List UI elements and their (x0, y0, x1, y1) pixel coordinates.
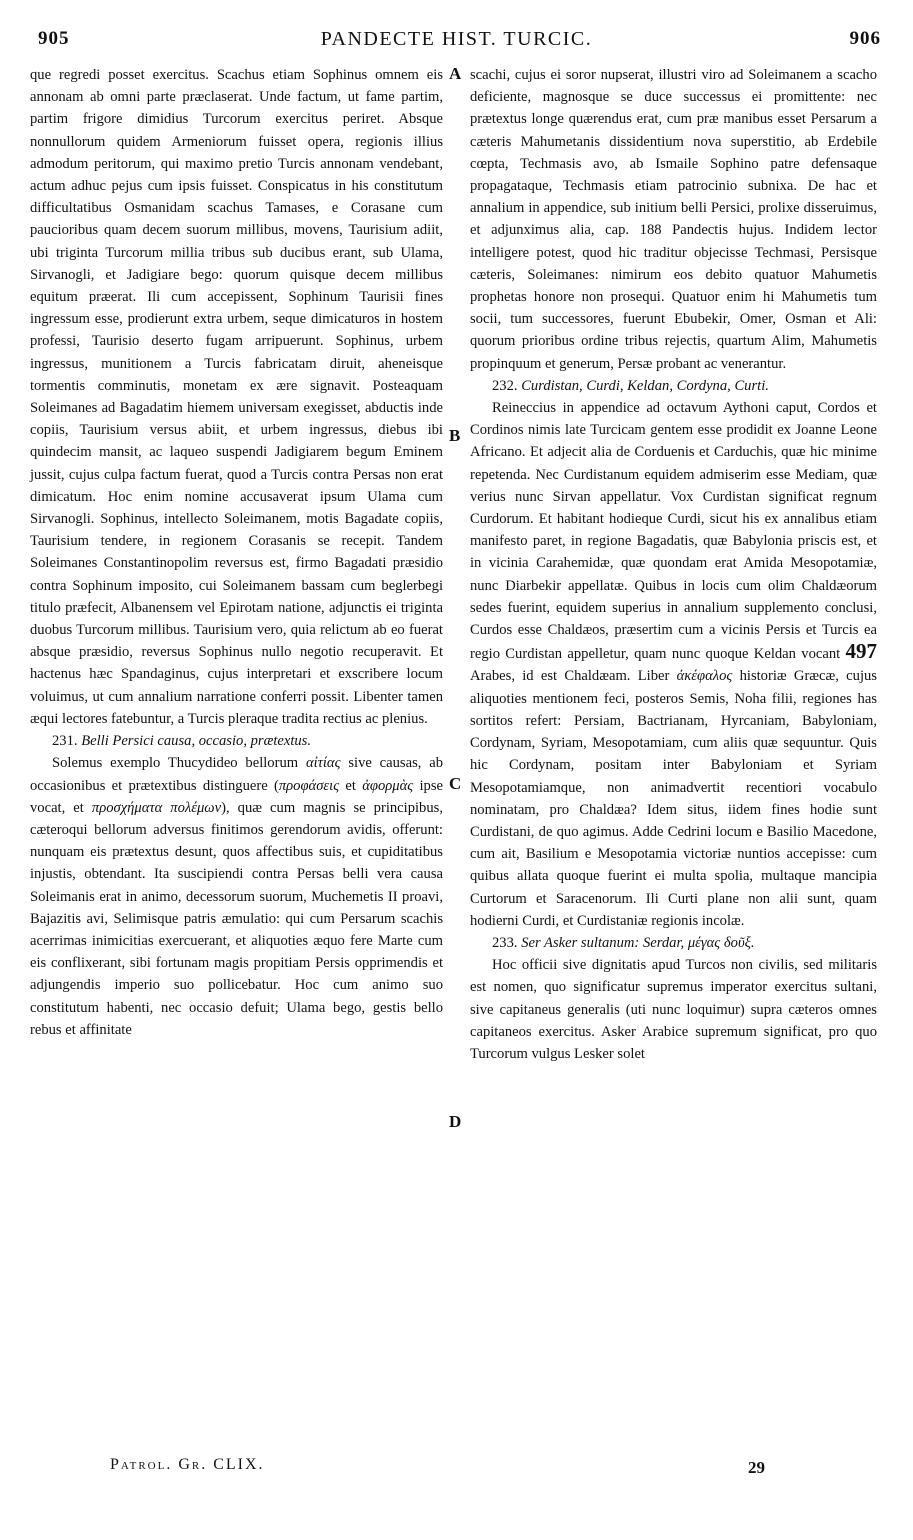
greek-term: ἀφορμὰς (362, 777, 414, 794)
section-number: 231. (52, 733, 78, 750)
left-column (30, 64, 443, 1041)
section-title: Ser Asker sultanum: Serdar, (521, 934, 685, 951)
section-heading-231 (30, 730, 443, 752)
section-title: Belli Persici causa, occasio, prætextus. (81, 733, 312, 750)
series-footer (110, 1456, 265, 1474)
left-page-number: 905 (38, 28, 70, 49)
right-page-number: 906 (849, 28, 881, 49)
text-run: Solemus exemplo Thucydideo bellorum (52, 755, 299, 772)
margin-marker-b: B (449, 426, 461, 445)
section-number: 233. (492, 934, 518, 951)
text-run: historiæ Græcæ, cujus aliquoties mentionem feci, posteros Semis, Noha filii, regiones has sortitos refert: Persiam, Bactrianam, Hyrcaniam, Babyloniam, Cordynam, Syriam, Mesopotamiam, cum aliis quæ sequuntur. Quis hic Cordynam, positam inter Babyloniam et Syriam Mesopotamiamque, non animadvertit recentiori vocabulo nominatam, pro Chaldæa? Idem situs, iidem fines hodie sunt Curdistani, de quo agimus. Adde Cedrini locum e Basilio Macedone, cum ait, Basilium e Mesopotamia victoriæ nuntios accepisse: cum quibus allata quoque fuerint ei multa spolia, multaque mancipia Curtorum et Saracenorum. Ili Curti plane non alii sunt, quam hodierni Curdi, et Curdistaniæ regionis incolæ. (470, 668, 877, 929)
right-column (470, 64, 877, 1065)
section-title: Curdistan, Curdi, Keldan, Cordyna, Curti. (521, 377, 769, 394)
text-run: ), quæ cum magnis se principibus, cæteroqui bellorum adversus finitimos gerendorum avidis, offerunt: nunquam eis prætextus desunt, quos affectibus suis, et cupiditatibus injustis, obtendant. Ita suscipiendi contra Persas belli vera causa Soleimanis erat in animo, decessorum suorum, Muchemetis II proavi, Bajazitis avi, Selimisque patris æmulatio: qui cum Persarum scachis acerrimas inimicitias exercuerant, et aliquoties æquo fere Marte cum eis conflixerant, sibi fortunam magis propitiam Persis opprimendis et adjungendis imperio suo pollicebatur. Hoc cum animo suo constitutum habenti, nec occasio defuit; Ulama bego, gestis bello rebus et affinitate (30, 799, 443, 1038)
greek-term: αἰτίας (305, 755, 341, 772)
text-run: ipse vocat, et (30, 777, 443, 816)
left-paragraph-1: que regredi posset exercitus. Scachus etiam Sophinus omnem eis annonam ab omni parte præclaserat. Unde factum, ut fame partim, partim frigore dimidius Turcorum exercitus periret. Absque nonnullorum quidem Armeniorum fuisset opera, regionis illius admodum peritorum, qui maximo pretio Turcis annonam vendebant, actum adhuc pejus cum ipsis fuisset. Conspicatus in his constitutum difficultatibus Osmanidam scachus Tamases, e Corasane cum paucioribus quam decem suorum millibus, movens, Taurisium adiit, ubi triginta Turcorum millia tribus sub ducibus erant, sub Ulama, Sirvanogli, et Jadigiare bego: quorum quisque decem millibus equitum præerat. Ili cum accepissent, Sophinum Taurisii fines ingressum esse, prodierunt extra urbem, seque dimicaturos in hostem professi, Taurisio deserto fugam arripuerunt. Sophinus, urbem ingressus, munitionem a Turcis fabricatam diruit, aheneisque tormentis comminutis, monetam ex ære signavit. Posteaquam Soleimanes ad Bagadatim hiemem universam exegisset, abductis inde copiis, Taurisium versus abiit, et urbem ingressus, diebus ibi quindecim mansit, ac laqueo suspendi Jadigiarem begum Eminem jussit, cujus culpa factum fuerat, quod a Turcis contra Persas non erat dimicatum. Hoc enim nomine accusaverat ipsum Ulama cum Sirvanogli. Sophinus, intellecto Soleimanem, motis Bagadate copiis, Taurisium tendere, in regionem Corasanis se recepit. Tandem Soleimanes Constantinopolim reversus est, firmo Bagadati præsidio contra Sophinum imposito, cui Soleimanem bassam cum beglerbegi titulo præfecit, Albanensem vel Epirotam natione, adjunctis ei triginta duobus Turcorum millibus. Taurisium vero, quia relictum ab eo fuerat absque præsidio, reversus Sophinus nullo negotio recuperavit. Et hactenus hæc Spandaginus, cujus interpretari et exscribere locum voluimus, ut cum annalium narratione conferri possit. Libenter tamen æqui lectores fatebuntur, a Turcis pleraque tradita rectius ac plenius. (30, 67, 443, 727)
text-run: sive causas, ab occasionibus et prætextibus distinguere ( (30, 755, 443, 794)
section-heading-233 (470, 932, 877, 954)
running-title: PANDECTE HIST. TURCIC. (320, 28, 593, 50)
text-run: Arabes, id est Chaldæam. Liber (470, 668, 670, 685)
section-heading-232 (470, 375, 877, 397)
margin-marker-a: A (449, 64, 462, 83)
running-header (30, 28, 883, 58)
signature-mark: 29 (748, 1458, 765, 1477)
margin-marker-d: D (449, 1112, 462, 1131)
greek-term: προσχήματα πολέμων (91, 799, 222, 816)
column-number: 497 (845, 639, 877, 664)
text-run: Reineccius in appendice ad octavum Aythoni caput, Cordos et Cordinos nimis late Turcicam gentem esse prodidit ex Joanne Leone Africano. Et adjecit alia de Corduenis et Carduchis, quæ hic minime repetenda. Nec Curdistanum equidem admiserim esse Mediam, quæ verius nunc Sirvan appellatur. Vox Curdistan significat regnum Curdorum. Et habitant hodieque Curdi, sicut his ex annalibus etiam manifesto paret, in regione Bagadatis, quæ Babylonia priscis est, et in vicinia Carahemidæ, quæ quondam erat Amida Mesopotamiæ, nunc Diarbekir appellatæ. Quibus in locis cum olim Chaldæorum sedes fuerint, equidem superius in annalium supplemento conclusi, Curdos esse Chaldæos, præsertim cum a vicinis Persis et Turcis ea regio Curdistan appelletur, quam nunc quoque Keldan vocant (470, 400, 877, 663)
greek-term: προφάσεις (278, 777, 340, 794)
margin-marker-c: C (449, 774, 462, 793)
right-paragraph-3: Hoc officii sive dignitatis apud Turcos non civilis, sed militaris est nomen, quo significatur supremus imperator exercitus sultani, sive capitaneus generalis (uti nunc loquimur) supra cæteros omnes capitaneos exercitus. Asker Arabice supremum significat, pro quo Turcorum vulgus Lesker solet (470, 957, 877, 1062)
right-paragraph-1: scachi, cujus ei soror nupserat, illustri viro ad Soleimanem a scacho deficiente, magnosque se duce successus ei promittente: nec prætextus longe quærendus erat, cum præ manibus esset Persarum a cæteris Mahumetanis dissidentium nova superstitio, ab Erdebile cœpta, Techmasis avo, ab Ismaile Sophino patre defensaque propagataque, Techmasis etiam patrocinio subnixa. De hac et annalium in appendice, sub initium belli Persici, prolixe disseruimus, et adjunximus alia, cap. 188 Pandectis hujus. Indidem lector intelligere potest, quod hic traditur objecisse Techmasi, Persisque cæteris, Soleimanes: nimirum eos debito quatuor Mahumetis prophetas honore non prosequi. Quatuor enim hi Mahumetis tum socii, tum successores, fuerunt Ebubekir, Omer, Osman et Ali: quorum prioribus ordine tribus rejectis, quartum Alim, Mahumetis propinquum et generum, Persæ probant ac venerantur. (470, 67, 877, 372)
left-paragraph-2 (30, 752, 443, 1041)
greek-term: ἀκέφαλος (676, 668, 733, 685)
right-paragraph-2 (470, 397, 877, 932)
text-run: et (345, 777, 356, 794)
series-label: Patrol. Gr. CLIX. (110, 1456, 265, 1473)
section-number: 232. (492, 377, 518, 394)
greek-term: μέγας δοῦξ. (687, 934, 755, 951)
